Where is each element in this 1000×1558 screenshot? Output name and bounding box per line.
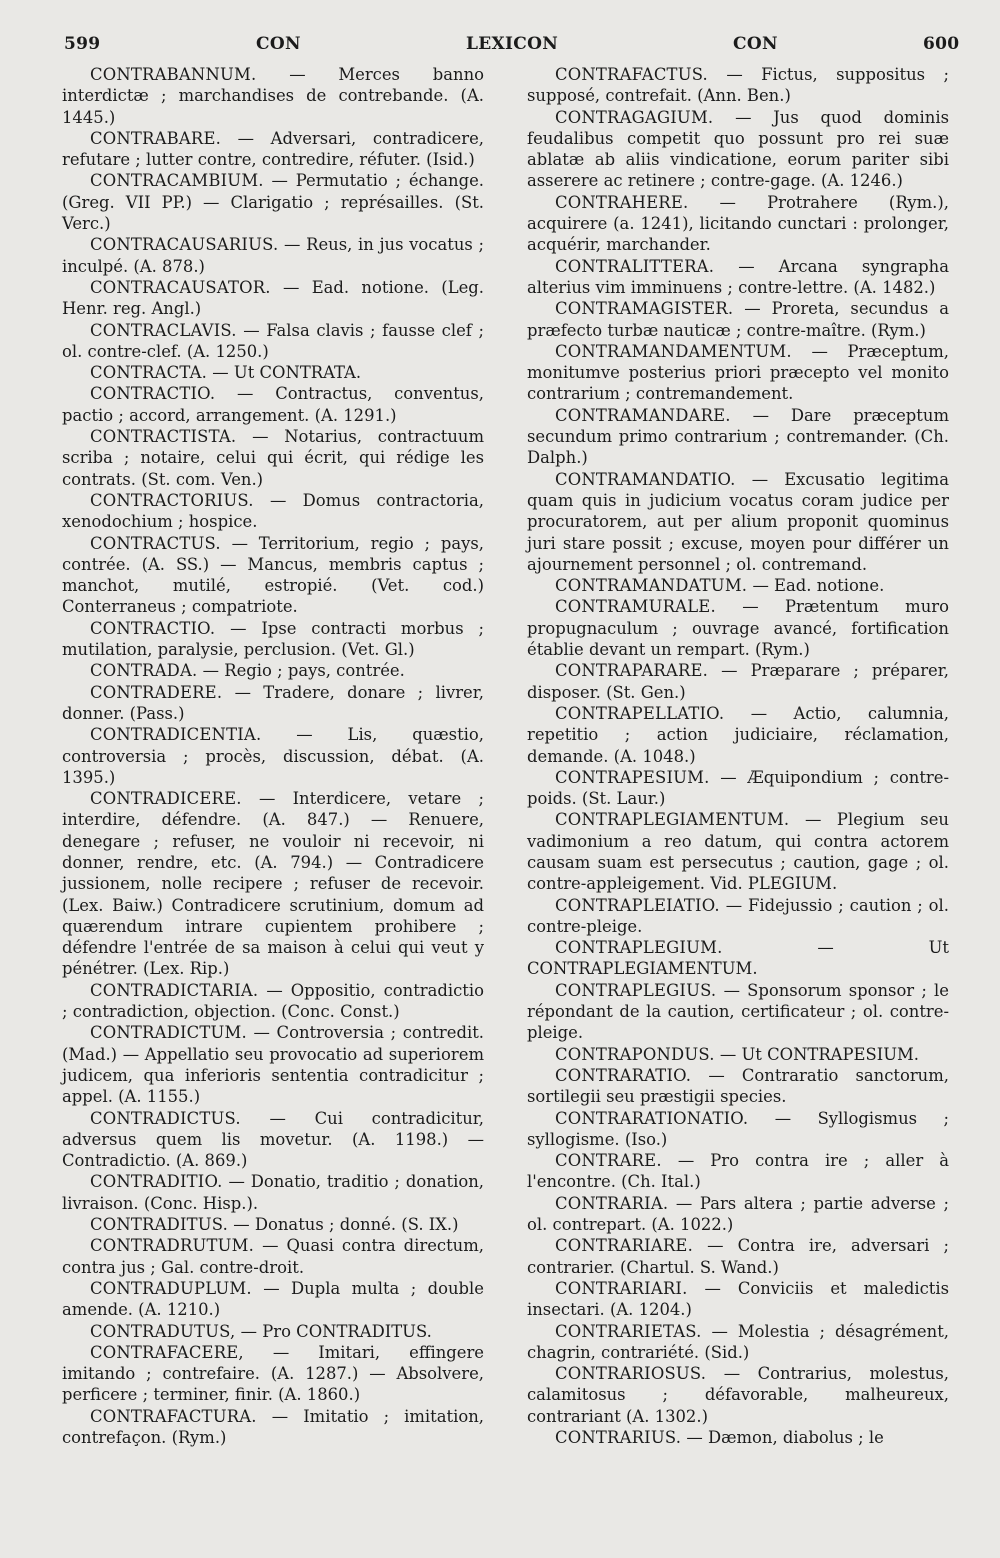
dictionary-entry xyxy=(527,469,949,575)
entry-definition: — Tradere, donare ; livrer, donner. (Pass.) xyxy=(62,682,484,723)
entry-headword: CONTRAHERE. xyxy=(555,192,689,212)
entry-headword: CONTRADICTARIA. xyxy=(90,980,259,1000)
entry-definition: — Lis, quæstio, controversia ; procès, discussion, débat. (A. 1395.) xyxy=(62,725,484,787)
entry-headword: CONTRARIA. xyxy=(555,1193,669,1213)
entry-definition: — Præparare ; préparer, disposer. (St. Gen.) xyxy=(527,661,949,702)
dictionary-entry xyxy=(62,128,484,171)
entry-definition: — Ut CONTRAPLEGIAMENTUM. xyxy=(527,938,949,979)
dictionary-entry xyxy=(62,788,484,980)
entry-definition: — Imitari, effingere imitando ; contrefaire. (A. 1287.) — Absolvere, perficere ; terminer, finir. (A. 1860.) xyxy=(62,1342,484,1405)
entry-definition: — Ead. notione. (Leg. Henr. reg. Angl.) xyxy=(62,277,484,319)
page-title: LEXICON xyxy=(466,34,559,54)
dictionary-entry xyxy=(62,724,484,788)
dictionary-entry xyxy=(527,1278,949,1321)
dictionary-entry xyxy=(62,618,484,661)
entry-headword: CONTRAMURALE. xyxy=(555,597,716,617)
entry-headword: CONTRADICTUM. xyxy=(90,1023,247,1043)
entry-headword: CONTRACTIO. xyxy=(90,618,216,638)
entry-definition: — Arcana syngrapha alterius vim imminuens ; contre-lettre. (A. 1482.) xyxy=(527,256,949,297)
entry-definition: — Quasi contra directum, contra jus ; Gal. contre-droit. xyxy=(62,1236,484,1277)
entry-headword: CONTRACAUSATOR. xyxy=(90,277,271,297)
dictionary-entry xyxy=(527,767,949,810)
entry-definition: — Pars altera ; partie adverse ; ol. contrepart. (A. 1022.) xyxy=(527,1193,949,1235)
entry-headword: CONTRAPLEGIAMENTUM. xyxy=(555,810,790,830)
entry-definition: — Controversia ; contredit. (Mad.) — Appellatio seu provocatio ad superiorem judicem, qua inferioris sententia contradicitur ; appel. (A. 1155.) xyxy=(62,1023,484,1107)
entry-headword: CONTRAGAGIUM. xyxy=(555,107,714,127)
dictionary-entry xyxy=(62,234,484,277)
dictionary-entry xyxy=(62,64,484,128)
dictionary-entry xyxy=(62,682,484,725)
dictionary-entry xyxy=(527,192,949,256)
entry-headword: CONTRARATIONATIO. xyxy=(555,1108,749,1128)
entry-headword: CONTRADA. xyxy=(90,661,198,681)
dictionary-entry xyxy=(527,64,949,107)
dictionary-entry xyxy=(527,1108,949,1151)
entry-definition: — Ut CONTRAPESIUM. xyxy=(719,1044,920,1064)
dictionary-entry xyxy=(62,426,484,490)
entry-definition: — Æquipondium ; contre-poids. (St. Laur.) xyxy=(527,767,949,809)
entry-definition: — Fidejussio ; caution ; ol. contre-pleige. xyxy=(527,895,949,936)
dictionary-entry xyxy=(527,1044,949,1065)
dictionary-entry xyxy=(527,660,949,703)
entry-headword: CONTRACAUSARIUS. xyxy=(90,235,279,255)
entry-headword: CONTRARATIO. xyxy=(555,1065,692,1085)
entry-definition: — Ipse contracti morbus ; mutilation, paralysie, perclusion. (Vet. Gl.) xyxy=(62,618,485,660)
entry-headword: CONTRALITTERA. xyxy=(555,256,715,276)
entry-definition: — Donatio, traditio ; donation, livraison. (Conc. Hisp.). xyxy=(62,1172,484,1213)
dictionary-entry xyxy=(62,1342,484,1406)
entry-headword: CONTRACTUS. xyxy=(90,533,221,553)
entry-headword: CONTRAFACTURA. xyxy=(90,1406,257,1426)
dictionary-entry xyxy=(527,937,949,980)
entry-headword: CONTRARIARE. xyxy=(555,1236,693,1256)
dictionary-entry xyxy=(527,405,949,469)
dictionary-entry xyxy=(62,490,484,533)
dictionary-entry xyxy=(62,383,484,426)
dictionary-entry xyxy=(527,703,949,767)
entry-definition: — Oppositio, contradictio ; contradiction, objection. (Conc. Const.) xyxy=(62,980,484,1022)
entry-headword: CONTRACTIO. xyxy=(90,384,216,404)
entry-headword: CONTRAPLEGIUM. xyxy=(555,938,723,958)
entry-headword: CONTRADITUS. xyxy=(90,1215,229,1235)
dictionary-entry xyxy=(527,895,949,938)
entry-headword: CONTRAPESIUM. xyxy=(555,767,710,787)
entry-definition: — Territorium, regio ; pays, contrée. (A. SS.) — Mancus, membris captus ; manchot, mutilé, estropié. (Vet. cod.) Conterraneus ; compatriote. xyxy=(62,533,484,617)
entry-headword: CONTRADICENTIA. xyxy=(90,725,262,745)
entry-headword: CONTRADITIO. xyxy=(90,1172,223,1192)
entry-definition: — Conviciis et maledictis insectari. (A. 1204.) xyxy=(527,1278,949,1320)
dictionary-entry xyxy=(527,1065,949,1108)
entry-headword: CONTRACAMBIUM. xyxy=(90,171,264,191)
entry-headword: CONTRAMAGISTER. xyxy=(555,299,734,319)
dictionary-entry xyxy=(527,256,949,299)
entry-headword: CONTRARE. xyxy=(555,1151,662,1171)
dictionary-entry xyxy=(62,1171,484,1214)
entry-headword: CONTRABARE. xyxy=(90,128,222,148)
dictionary-entry xyxy=(527,1427,949,1448)
dictionary-entry xyxy=(527,298,949,341)
dictionary-entry xyxy=(527,980,949,1044)
entry-headword: CONTRAFACTUS. xyxy=(555,65,708,84)
dictionary-entry xyxy=(527,1363,949,1427)
entry-headword: CONTRABANNUM. xyxy=(90,65,257,84)
entry-headword: CONTRARIUS. xyxy=(555,1428,682,1447)
dictionary-entry xyxy=(62,1108,484,1172)
dictionary-entry xyxy=(62,1278,484,1321)
entry-definition: — Pro contra ire ; aller à l'encontre. (Ch. Ital.) xyxy=(527,1151,950,1192)
entry-headword: CONTRAPLEGIUS. xyxy=(555,980,717,1000)
left-running-head: CON xyxy=(256,34,301,54)
dictionary-entry xyxy=(527,809,949,894)
entry-headword: CONTRADUTUS, xyxy=(90,1321,236,1341)
entry-definition: — Notarius, contractuum scriba ; notaire, celui qui écrit, qui rédige les contrats. (St. com. Ven.) xyxy=(62,427,484,489)
dictionary-entry xyxy=(62,1022,484,1107)
dictionary-entry xyxy=(62,660,484,681)
entry-headword: CONTRAFACERE, xyxy=(90,1342,244,1362)
entry-definition: — Pro CONTRADITUS. xyxy=(240,1321,432,1341)
entry-headword: CONTRARIOSUS. xyxy=(555,1364,707,1384)
entry-definition: — Sponsorum sponsor ; le répondant de la caution, certificateur ; ol. contre-pleige. xyxy=(527,980,949,1043)
dictionary-entry xyxy=(62,277,484,320)
entry-headword: CONTRACTORIUS. xyxy=(90,490,254,510)
entry-headword: CONTRACTA. xyxy=(90,363,208,383)
dictionary-entry xyxy=(527,1193,949,1236)
entry-headword: CONTRADICTUS. xyxy=(90,1108,241,1128)
dictionary-entry xyxy=(62,1235,484,1278)
entry-headword: CONTRAPARARE. xyxy=(555,661,709,681)
entry-definition: — Domus contractoria, xenodochium ; hospice. xyxy=(62,490,484,532)
dictionary-entry xyxy=(527,107,949,192)
dictionary-entry xyxy=(527,596,949,660)
entry-headword: CONTRAMANDAMENTUM. xyxy=(555,341,792,361)
dictionary-entry xyxy=(62,1321,484,1342)
dictionary-entry xyxy=(62,362,484,383)
entry-definition: — Actio, calumnia, repetitio ; action judiciaire, réclamation, demande. (A. 1048.) xyxy=(527,703,949,766)
entry-headword: CONTRARIARI. xyxy=(555,1278,688,1298)
dictionary-entry xyxy=(62,1214,484,1235)
entry-definition: — Syllogismus ; syllogisme. (Iso.) xyxy=(527,1108,949,1149)
dictionary-entry xyxy=(62,170,484,234)
entry-definition: — Excusatio legitima quam quis in judicium vocatus coram judice per procuratorem, aut per alium proponit quominus juri stare possit ; excuse, moyen pour différer un ajournement personnel ; ol. contremand. xyxy=(527,469,949,574)
entry-headword: CONTRAMANDATIO. xyxy=(555,469,736,489)
entry-definition: — Protrahere (Rym.), acquirere (a. 1241), licitando cunctari : prolonger, acquérir, marchander. xyxy=(527,192,949,255)
entry-definition: — Contraratio sanctorum, sortilegii seu præstigii species. xyxy=(527,1065,949,1107)
dictionary-entry xyxy=(527,1321,949,1364)
entry-headword: CONTRADERE. xyxy=(90,682,223,702)
dictionary-entry xyxy=(527,1235,949,1278)
entry-definition: — Ead. notione. xyxy=(752,576,885,596)
entry-definition: — Imitatio ; imitation, contrefaçon. (Rym.) xyxy=(62,1406,484,1447)
entry-definition: — Proreta, secundus a præfecto turbæ nauticæ ; contre-maître. (Rym.) xyxy=(527,299,949,340)
entry-definition: — Reus, in jus vocatus ; inculpé. (A. 878.) xyxy=(62,235,484,276)
entry-definition: — Dare præceptum secundum primo contrarium ; contremander. (Ch. Dalph.) xyxy=(527,405,949,468)
right-running-head: CON xyxy=(733,34,778,54)
dictionary-entry xyxy=(527,1150,949,1193)
entry-headword: CONTRAPELLATIO. xyxy=(555,703,725,723)
dictionary-entry xyxy=(62,533,484,618)
entry-headword: CONTRARIETAS. xyxy=(555,1321,702,1341)
entry-definition: — Cui contradicitur, adversus quem lis movetur. (A. 1198.) — Contradictio. (A. 869.) xyxy=(62,1108,484,1171)
entry-definition: — Contrarius, molestus, calamitosus ; défavorable, malheureux, contrariant (A. 1302.) xyxy=(527,1364,949,1426)
left-column xyxy=(62,64,484,1448)
entry-headword: CONTRADICERE. xyxy=(90,789,242,809)
entry-definition: — Adversari, contradicere, refutare ; lutter contre, contredire, réfuter. (Isid.) xyxy=(62,128,484,170)
entry-headword: CONTRAMANDATUM. xyxy=(555,576,748,596)
entry-definition: — Fictus, suppositus ; supposé, contrefait. (Ann. Ben.) xyxy=(527,65,949,106)
entry-definition: — Contra ire, adversari ; contrarier. (Chartul. S. Wand.) xyxy=(527,1236,949,1277)
entry-definition: — Molestia ; désagrément, chagrin, contrariété. (Sid.) xyxy=(527,1321,949,1362)
entry-definition: — Interdicere, vetare ; interdire, défendre. (A. 847.) — Renuere, denegare ; refuser, ne vouloir ni recevoir, ni donner, rendre, etc. (A. 794.) — Contradicere jussionem, nolle recipere ; refuser de recevoir. (Lex. Baiw.) Contradicere scrutinium, domum ad quærendum intrare cupientem prohibere ; défendre l'entrée de sa maison à celui qui veut y pénétrer. (Lex. Rip.) xyxy=(62,789,484,979)
entry-headword: CONTRACTISTA. xyxy=(90,427,237,447)
entry-headword: CONTRADUPLUM. xyxy=(90,1278,252,1298)
entry-headword: CONTRAMANDARE. xyxy=(555,405,731,425)
entry-definition: — Jus quod dominis feudalibus competit quo possunt pro rei suæ ablatæ ab aliis vindicatione, eorum pariter sibi asserere ac retinere ; contre-gage. (A. 1246.) xyxy=(527,107,949,191)
entry-definition: — Ut CONTRATA. xyxy=(212,363,362,383)
entry-definition: — Permutatio ; échange. (Greg. VII PP.) — Clarigatio ; représailles. (St. Verc.) xyxy=(62,171,484,234)
entry-definition: — Regio ; pays, contrée. xyxy=(202,661,405,681)
dictionary-entry xyxy=(62,320,484,363)
entry-headword: CONTRADRUTUM. xyxy=(90,1236,255,1256)
entry-definition: — Plegium seu vadimonium a reo datum, qui contra actorem causam suam est persecutus ; caution, gage ; ol. contre-appleigement. Vid. PLEGIUM. xyxy=(527,810,949,894)
entry-definition: — Falsa clavis ; fausse clef ; ol. contre-clef. (A. 1250.) xyxy=(62,320,484,361)
entry-definition: — Donatus ; donné. (S. IX.) xyxy=(233,1215,459,1235)
entry-definition: — Merces banno interdictæ ; marchandises de contrebande. (A. 1445.) xyxy=(62,65,484,127)
dictionary-entry xyxy=(62,980,484,1023)
entry-headword: CONTRAPONDUS. xyxy=(555,1044,715,1064)
entry-definition: — Dupla multa ; double amende. (A. 1210.) xyxy=(62,1278,484,1320)
entry-headword: CONTRACLAVIS. xyxy=(90,320,237,340)
dictionary-entry xyxy=(527,341,949,405)
entry-headword: CONTRAPLEIATIO. xyxy=(555,895,720,915)
entry-definition: — Præceptum, monitumve posterius priori præcepto vel monito contrarium ; contremandement. xyxy=(527,341,949,404)
right-column xyxy=(527,64,949,1448)
entry-definition: — Contractus, conventus, pactio ; accord, arrangement. (A. 1291.) xyxy=(62,384,484,425)
entry-definition: — Prætentum muro propugnaculum ; ouvrage avancé, fortification établie devant un rempart. (Rym.) xyxy=(527,597,949,660)
dictionary-entry xyxy=(62,1406,484,1449)
entry-definition: — Dæmon, diabolus ; le xyxy=(686,1428,884,1447)
left-page-number: 599 xyxy=(64,34,101,54)
dictionary-entry xyxy=(527,575,949,596)
right-page-number: 600 xyxy=(923,34,960,54)
